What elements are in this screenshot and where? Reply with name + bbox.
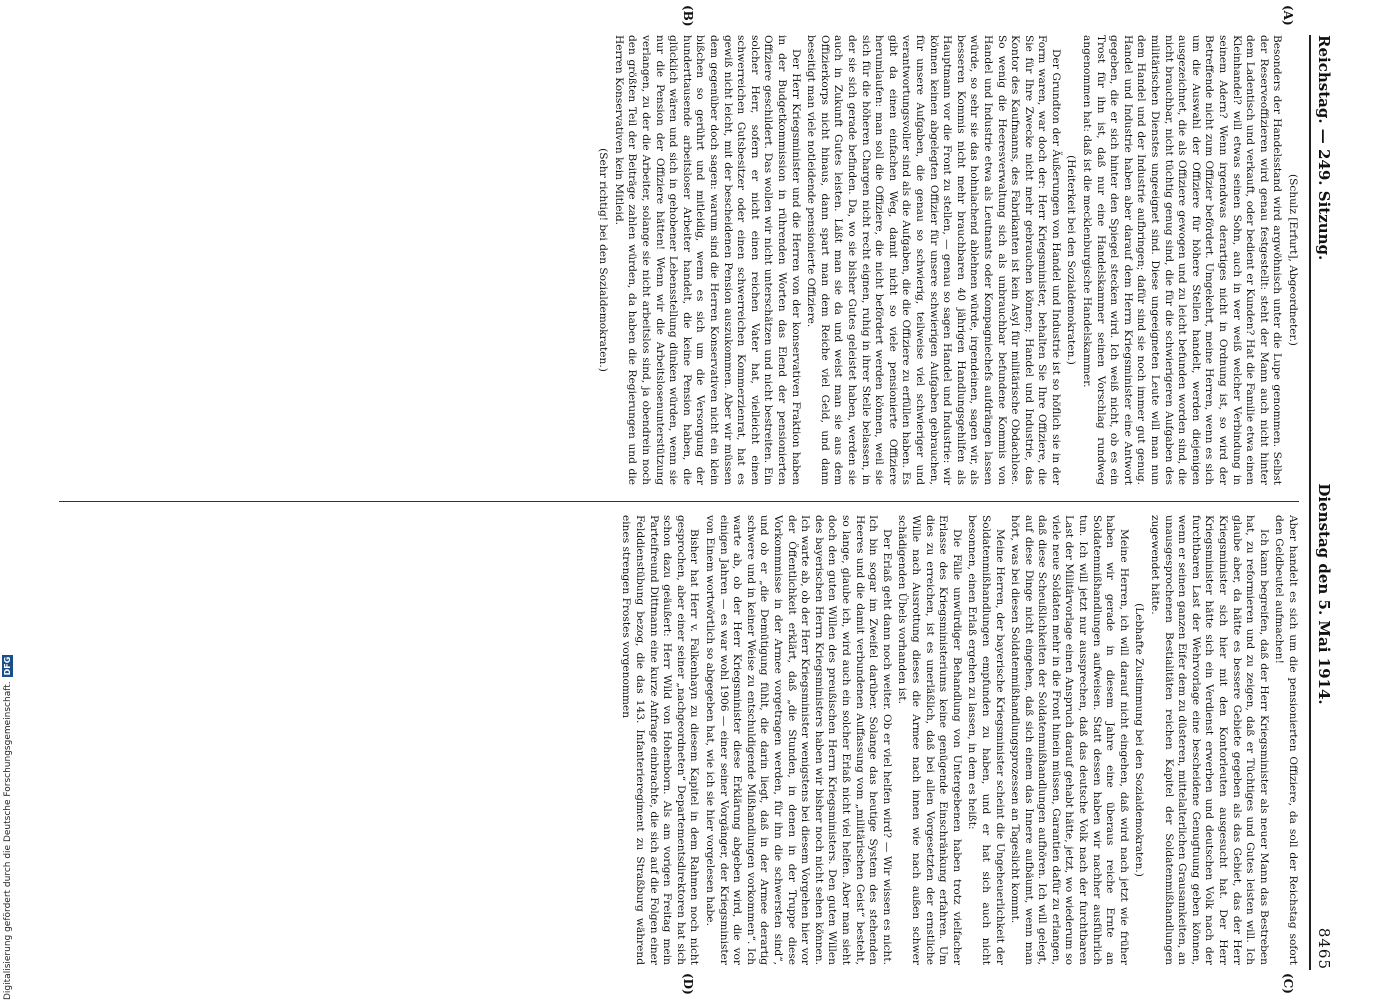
right-column-paragraph: Meine Herren, ich will darauf nicht eingehen, daß wird nach jetzt wie früher haben wir gerade in diesem Jahre eine überaus reiche Ernte an Soldatenmißhandlungen aufweisen. Statt dessen haben wir nachher ausführlich tun. Ich will jetzt nur aussprechen, daß das deutsche Volk nach der furchtbaren Last der Militärvorlage einen Anspruch darauf gehabt hätte, jetzt, wo wiederum so viele neue Soldaten mehr in die Front hinein müssen, Garantien dafür zu erlangen, daß diese Scheußlichkeiten der Soldatenmißhandlungen aufhören. Ich will gelegt, auf diese Dinge nicht eingehen, daß sich einem das Innere aufbäumt, wenn man hört, was bei diesen Soldatenmißhandlungsprozessen an Tageslicht kommt. xyxy=(1009,515,1130,965)
column-divider xyxy=(59,501,1299,502)
right-column-paragraph: Bisher hat Herr v. Falkenhayn zu diesem Kapitel in dem Rahmen noch nicht gesprochen, aber einer seiner „nachgeordneten“ Departementsdirektoren hat sich schon dazu geäußert: Herr Wild von Hohenborn. Als am vorigen Freitag mein Parteifreund Dittmann eine kurze Anfrage einbrachte, die sich auf die Folgen einer Felddienstübung bezog, die das 143. Infanterieregiment zu Straßburg während eines strengen Frostes vorgenommen xyxy=(620,515,701,965)
right-column-paragraph: (Lebhafte Zustimmung bei den Sozialdemokraten.) xyxy=(1133,603,1146,877)
margin-mark-c: (C) xyxy=(1281,973,1295,994)
right-column xyxy=(59,515,1299,965)
right-column-paragraph: Die Fälle unwürdiger Behandlung von Untergebenen haben trotz vielfacher Erlasse des Kriegsministeriums keine genügende Einschränkung erfahren. Um dies zu erreichen, ist es unerläßlich, daß bei allen Vorgesetzten der ernstliche Wille nach Ausrottung dieses die Armee nach innen wie nach außen schwer schädigenden Übels vorhanden ist. xyxy=(896,515,963,965)
digitization-credit xyxy=(2,655,13,1000)
left-column-paragraph: (Schulz [Erfurt], Abgeordneter.) xyxy=(1287,174,1299,346)
left-column-paragraph: (Sehr richtig! bei den Sozialdemokraten.) xyxy=(597,148,610,372)
document-page xyxy=(45,5,1335,995)
left-column-paragraph: Besonders der Handelsstand wird argwöhnisch unter die Lupe genommen. Selbst der Reserveoffizieren wird genau festgestellt: steht der Mann auch nicht hinter dem Ladentisch und verkauft, oder bedient er Kunden? Hat die Familie etwa einen Kleinhandel? will etwas seinen Sohn, auch in wer weiß welcher Verbindung in seinem Adern? Wenn irgendwas derartiges nicht in Ordnung ist, so wird der Betreffende nicht zum Offizier befördert. Umgekehrt, meine Herren, wenn es sich um die Auswahl der Offiziere für höhere Stellen handelt, werden diejenigen ausgezeichnet, die als Offiziere gewogen und zu leicht befunden worden sind, die nicht brauchbar, nicht tüchtig genug sind, die für die schwierigeren Aufgaben des militärischen Dienstes ungeeignet sind. Diese ungeeigneten Leute will man nun dem Handel und der Industrie aufbringen; dafür sind sie noch immer gut genug. Handel und Industrie haben aber darauf dem Herrn Kriegsminister eine Antwort gegeben, die er sich hinter den Spiegel stecken wird. Ich weiß nicht, ob es ein Trost für ihn ist, daß nur eine Handelskammer seinen Vorschlag rundweg angenommen hat: daß ist die mecklenburgische Handelskammer. xyxy=(1081,35,1284,485)
credit-text: Digitalisierung gefördert durch die Deutsche Forschungsgemeinschaft. xyxy=(2,681,13,1000)
right-column-paragraph: Aber handelt es sich um die pensionierten Offiziere, da soll der Reichstag sofort den Geldbeutel aufmachen! xyxy=(1273,515,1299,965)
margin-mark-d: (D) xyxy=(681,973,695,995)
left-column-paragraph: Der Grundton der Äußerungen von Handel und Industrie ist so höflich sie in der Form waren, war doch der: Herr Kriegsminister, behalten Sie Ihre Offiziere, die Sie für Ihre Zwecke nicht mehr gebrauchen können; Handel und Industrie, das Kontor des Kaufmanns, des Fabrikanten ist kein Asyl für militärische Obdachlose. So wenig die Heeresverwaltung sich als unbrauchbar befundene Kommis von Handel und Industrie etwa als Leutnants oder Kompagniechefs aufdrängen lassen würde, so sehr sie das hohnlachend ablehnen würde, irgendeinen, sagen wir, als besseren Kommis nicht mehr brauchbaren 40 jährigen Handlungsgehilfen als Hauptmann vor die Front zu stellen, — genau so sagen Handel und Industrie: wir können keinen abgelegten Offizier für unsere schwierigen Aufgaben gebrauchen, für unsere Aufgaben, die genau so schwierig, teilweise viel schwieriger und verantwortungsvoller sind als die Aufgaben, die die Offiziere zu erfüllen haben. Es gibt da einen einfachen Weg, damit nicht so viele pensionierte Offiziere herumlaufen: man soll die Offiziere, die nicht befördert werden können, weil sie sich für die höheren Chargen nicht recht eignen, ruhig in ihrer Stelle belassen, in der sie sich gerade befinden. Da, wo sie bisher Gutes geleistet haben, werden sie auch in Zukunft Gutes leisten. Läßt man sie da und weist man sie aus dem Offizierkorps nicht hinaus, dann spart man dem Reiche viel Geld, und dann beseitigt man viele notleidende pensionierte Offiziere. xyxy=(805,35,1062,485)
header-left: Reichstag. — 249. Sitzung. xyxy=(1315,35,1333,261)
header-right: Dienstag den 5. Mai 1914. xyxy=(1315,483,1333,705)
page-number: 8465 xyxy=(1315,927,1333,970)
margin-mark-a: (A) xyxy=(1281,5,1295,26)
running-header xyxy=(1309,35,1335,970)
margin-mark-b: (B) xyxy=(681,5,695,27)
right-column-paragraph: Meine Herren, der bayerische Kriegsminister scheint die Ungeheuerlichkeit der Soldatenmißhandlungen empfunden zu haben, und er hat sich auch nicht besonnen, einen Erlaß ergehen zu lassen, in dem es heißt: xyxy=(966,515,1006,965)
left-column xyxy=(59,35,1299,485)
left-column-paragraph: Der Herr Kriegsminister und die Herren von der konservativen Fraktion haben in der Budgetkommission in rührenden Worten das Elend der pensionierten Offiziere geschildert. Das wollen wir nicht unterschätzen und nicht bestreiten. Ein solcher Herr, sofern er nicht einen reichen Vater hat, vielleicht einen schwerreichen Gutsbesitzer oder einen schwerreichen Kommerzienrat, hat es gewiß nicht leicht, mit der bescheidenen Pension auszukommen. Aber wir müssen dem gegenüber doch sagen: warum sind die Herren Konservativen nicht ein klein bißchen so gerührt und mitleidig, wenn es sich um die Versorgung der hunderttausende arbeitsloser Arbeiter handelt, die keine Pension haben, die glücklich wären und sich in gehobener Lebensstellung dünken würden, wenn sie nur die Pension der Offiziere hätten! Wenn wir die Arbeitslosenunterstützung verlangen, zu der die Arbeiter, solange sie nicht arbeitslos sind, ja obendrein noch den größten Teil der Beiträge zahlen würden, da haben die Regierungen und die Herren Konservativen kein Mitleid. xyxy=(612,35,802,485)
right-column-paragraph: Der Erlaß geht dann noch weiter. Ob er viel helfen wird? — Wir wissen es nicht. Ich bin sogar im Zweifel darüber. Solange das heutige System des stehenden Heeres und die damit verbundenen Auffassung vom „militärischen Geist“ besteht, so lange, glaube ich, wird auch ein solcher Erlaß nicht viel helfen. Aber man sieht doch den guten Willen des preußischen Herrn Kriegsministers. Den guten Willen des bayerischen Herrn Kriegsministers haben wir bisher noch nicht sehen können. Ich warte ab, ob der Herr Kriegsminister wenigstens bei diesem Vorgehen hier vor der Öffentlichkeit erklärt, daß „die Stunden, in denen in der Truppe diese Vorkommnisse in der Armee vorgetragen werden, für ihn die schwersten sind“, und ob er „die Demütigung fühlt, die darin liegt, daß in der Armee derartig schwere und in keiner Weise zu entschuldigende Mißhandlungen vorkommen“. Ich warte ab, ob der Herr Kriegsminister diese Erklärung abgeben wird, die vor einigen Jahren — es war wohl 1906 — einer seiner Vorgänger, der Kriegsminister von Einem wortwörtlich so abgegeben hat, wie ich sie hier vorgelesen habe. xyxy=(704,515,893,965)
right-column-paragraph: Ich kann begreifen, daß der Herr Kriegsminister als neuer Mann das Bestreben hat, zu reformieren und zu zeigen, daß er Tüchtiges und Gutes leisten will. Ich glaube aber, da hätte es bessere Gebiete gegeben als das Gebiet, das der Herr Kriegsminister sich hier mit den Kontorleuten ausgesucht hat. Der Herr Kriegsminister hätte sich ein Verdienst erwerben und deutschen Volk nach der furchtbaren Last der Wehrvorlage eine bescheidene Genugtuung geben können, wenn er seinen ganzen Eifer dem zu düsteren, mittelalterlichen Grausamkeiten, an unausgesprochenen Bestialitäten reichen Kapitel der Soldatenmißhandlungen zugewendet hätte. xyxy=(1149,515,1270,965)
left-column-paragraph: (Heiterkeit bei den Sozialdemokraten.) xyxy=(1065,155,1078,365)
dfg-logo: DFG xyxy=(3,656,12,676)
